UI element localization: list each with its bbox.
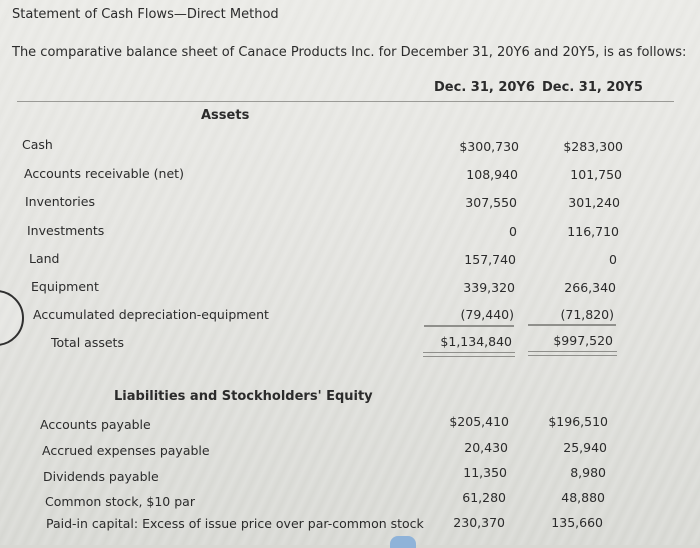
total-double-rule-20y5 [528, 351, 617, 356]
assets-heading: Assets [201, 108, 250, 123]
column-header-20y5: Dec. 31, 20Y5 [542, 80, 643, 95]
liability-value-20y5: 25,940 [563, 440, 607, 455]
asset-value-20y6: 339,320 [463, 280, 515, 295]
asset-label: Land [29, 251, 60, 266]
liability-value-20y5: 135,660 [551, 515, 603, 530]
asset-label: Accumulated depreciation-equipment [33, 307, 269, 322]
asset-value-20y5: 101,750 [570, 167, 622, 182]
liability-value-20y5: $196,510 [548, 414, 608, 429]
asset-value-20y5: 266,340 [564, 280, 616, 295]
liability-label: Paid-in capital: Excess of issue price over par-common stock [46, 516, 424, 531]
asset-value-20y6: 0 [509, 224, 517, 239]
header-rule [17, 101, 674, 102]
asset-label: Equipment [31, 279, 99, 294]
asset-value-20y6: 108,940 [466, 167, 518, 182]
asset-label: Investments [27, 223, 105, 238]
liability-value-20y6: 11,350 [463, 465, 507, 480]
asset-value-20y5: (71,820) [560, 307, 614, 322]
asset-value-20y6: (79,440) [460, 307, 514, 322]
asset-value-20y5: 0 [609, 252, 617, 267]
liability-value-20y6: 230,370 [453, 515, 505, 530]
liability-value-20y6: $205,410 [449, 414, 509, 429]
asset-value-20y6: $300,730 [459, 139, 519, 154]
partial-blue-overlay [390, 536, 416, 548]
asset-label: Cash [22, 137, 53, 152]
liability-label: Accrued expenses payable [42, 443, 210, 458]
total-assets-label: Total assets [51, 335, 124, 350]
total-assets-20y5: $997,520 [553, 333, 613, 348]
liability-label: Dividends payable [43, 469, 159, 484]
asset-value-20y5: 301,240 [568, 195, 620, 210]
total-double-rule-20y6 [423, 352, 515, 357]
page-title: Statement of Cash Flows—Direct Method [12, 7, 279, 22]
asset-label: Accounts receivable (net) [24, 166, 184, 181]
total-assets-20y6: $1,134,840 [440, 334, 512, 349]
liability-value-20y6: 20,430 [464, 440, 508, 455]
asset-value-20y5: $283,300 [563, 139, 623, 154]
problem-intro: The comparative balance sheet of Canace Products Inc. for December 31, 20Y6 and 20Y5, is as follows: [12, 45, 687, 60]
subtotal-rule-20y6 [424, 325, 514, 327]
asset-value-20y6: 157,740 [464, 252, 516, 267]
liability-label: Accounts payable [40, 417, 151, 432]
liabilities-equity-heading: Liabilities and Stockholders' Equity [114, 389, 373, 404]
asset-label: Inventories [25, 194, 95, 209]
circular-overlay-button[interactable] [0, 290, 24, 346]
liability-value-20y6: 61,280 [462, 490, 506, 505]
liability-label: Common stock, $10 par [45, 494, 195, 509]
liability-value-20y5: 8,980 [570, 465, 606, 480]
liability-value-20y5: 48,880 [561, 490, 605, 505]
subtotal-rule-20y5 [528, 324, 616, 326]
column-header-20y6: Dec. 31, 20Y6 [434, 80, 535, 95]
asset-value-20y5: 116,710 [567, 224, 619, 239]
asset-value-20y6: 307,550 [465, 195, 517, 210]
